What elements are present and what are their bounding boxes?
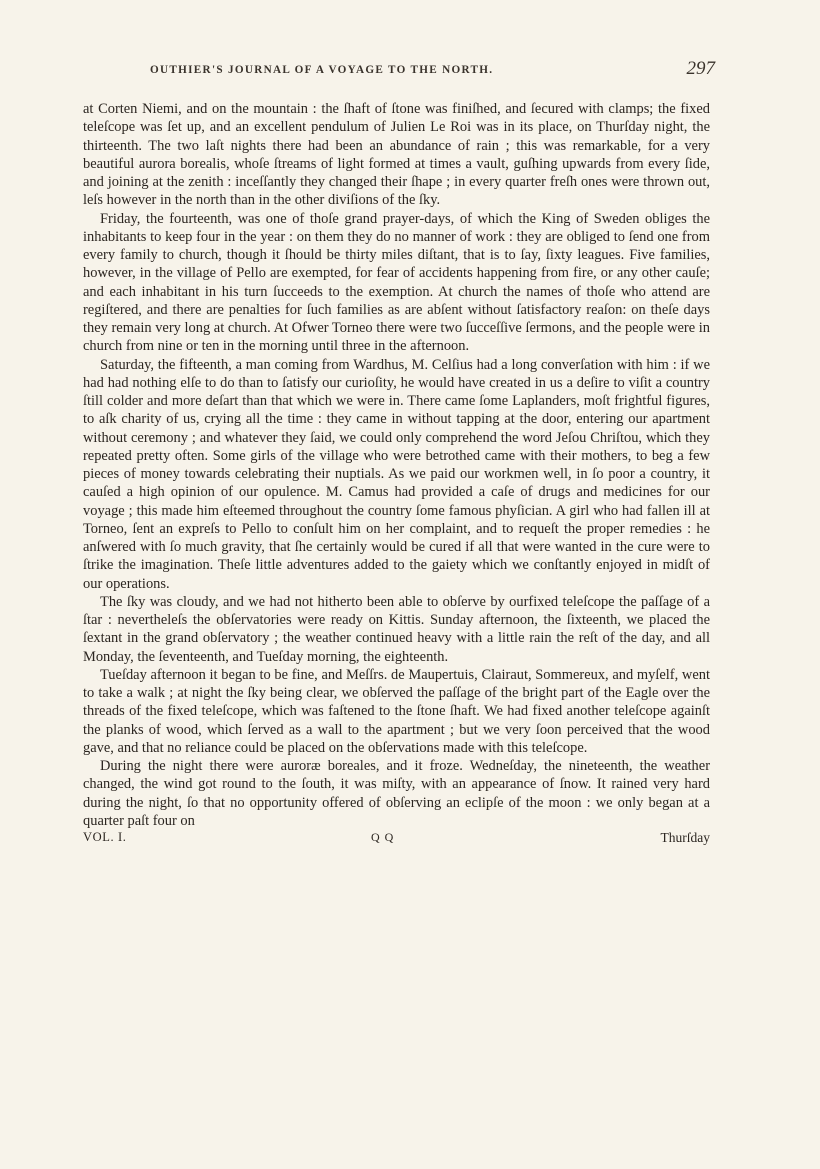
running-title: OUTHIER'S JOURNAL OF A VOYAGE TO THE NORTH.: [150, 64, 494, 76]
page-number: 297: [686, 58, 715, 79]
catchword: Thurſday: [660, 830, 710, 845]
paragraph-6: During the night there were auroræ boreales, and it froze. Wedneſday, the nineteenth, the weather changed, the wind got round to the ſouth, it was miſty, with an appearance of ſnow. It rained very hard during the night, ſo that no opportunity offered of obſerving an eclipſe of the moon : we only began at a quarter paſt four on: [83, 758, 710, 829]
paragraph-4: The ſky was cloudy, and we had not hitherto been able to obſerve by ourfixed teleſcope the paſſage of a ſtar : nevertheleſs the obſervatories were ready on Kittis. Sunday afternoon, the ſixteenth, we placed the ſextant in the grand obſervatory ; the weather continued heavy with a little rain the reſt of the day, and all Monday, the ſeventeenth, and Tueſday morning, the eighteenth.: [83, 593, 710, 665]
body-text: [83, 100, 710, 830]
paragraph-3: Saturday, the fifteenth, a man coming from Wardhus, M. Celſius had a long converſation with him : if we had had nothing elſe to do than to ſatisfy our curioſity, he would have created in us a deſire to viſit a country ſtill colder and more deſart than that which we were in. There came ſome Laplanders, moſt frightful figures, to aſk charity of us, crying all the time : they came in without tapping at the door, entering our apartment without ceremony ; and whatever they ſaid, we could only comprehend the word Jeſou Chriſtou, which they repeated pretty often. Some girls of the village who were betrothed came with their mothers, to beg a few pieces of money towards celebrating their nuptials. As we paid our workmen well, in ſo poor a country, it cauſed a high opinion of our opulence. M. Camus had provided a caſe of drugs and medicines for our voyage ; this made him eſteemed throughout the country ſome famous phyſician. A girl who had fallen ill at Torneo, ſent an expreſs to Pello to conſult him on her complaint, and to requeſt the proper remedies : he anſwered with ſo much gravity, that ſhe certainly would be cured if all that were wanted in the cure were to ſtrike the imagination. Theſe little adventures added to the gaiety which we conſtantly enjoyed in midſt of our operations.: [83, 356, 710, 592]
page-header: [83, 58, 715, 86]
paragraph-2: Friday, the fourteenth, was one of thoſe grand prayer-days, of which the King of Sweden obliges the inhabitants to keep four in the year : on them they do no manner of work : they are obliged to ſend one from every family to church, though it ſhould be thirty miles diſtant, that is to ſay, ſixty leagues. Five families, however, in the village of Pello are exempted, for fear of accidents happening from fire, or any other cauſe; and each inhabitant in his turn ſucceeds to the exemption. At church the names of thoſe who attend are regiſtered, and there are penalties for ſuch families as are abſent without ſatisfactory reaſon: on theſe days they remain very long at church. At Ofwer Torneo there were two ſucceſſive ſermons, and the people were in church from nine or ten in the morning until three in the afternoon.: [83, 210, 710, 355]
paragraph-1: at Corten Niemi, and on the mountain : the ſhaft of ſtone was finiſhed, and ſecured with clamps; the fixed teleſcope was ſet up, and an excellent pendulum of Julien Le Roi was in its place, on Thurſday night, the thirteenth. The two laſt nights there had been an abundance of rain ; this was remarkable, for a very beautiful aurora borealis, whoſe ſtreams of light formed at times a vault, guſhing upwards from every ſide, and joining at the zenith : inceſſantly they changed their ſhape ; in every quarter freſh ones were thrown out, leſs however in the north than in the other diviſions of the ſky.: [83, 101, 710, 209]
paragraph-5: Tueſday afternoon it began to be fine, and Meſſrs. de Maupertuis, Clairaut, Sommereux, and myſelf, went to take a walk ; at night the ſky being clear, we obſerved the paſſage of the bright part of the Eagle over the threads of the fixed teleſcope, which was faſtened to the ſtone ſhaft. We had fixed another teleſcope againſt the planks of wood, which ſerved as a wall to the apartment ; but we very ſoon perceived that the wood gave, and that no reliance could be placed on the obſervations made with this teleſcope.: [83, 666, 710, 756]
page-footer: [83, 830, 710, 850]
signature-mark: Q Q: [371, 830, 395, 844]
volume-label: VOL. I.: [83, 830, 127, 844]
